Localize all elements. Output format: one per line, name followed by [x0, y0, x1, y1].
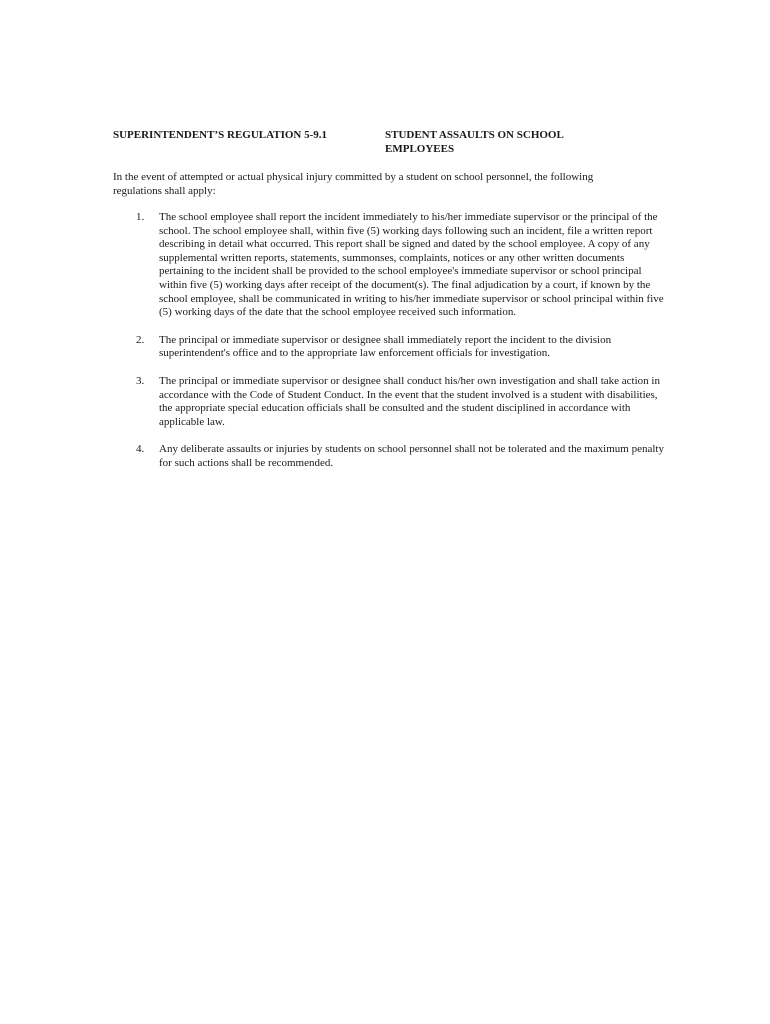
regulation-list	[113, 211, 673, 485]
list-item-text: The principal or immediate supervisor or designee shall immediately report the incident to the division superintendent's office and to the appropriate law enforcement officials for investigation.	[159, 333, 612, 360]
list-item	[113, 375, 673, 429]
list-item	[113, 443, 673, 470]
list-item	[113, 334, 673, 361]
list-item-number: 2.	[136, 333, 145, 346]
list-item-number: 4.	[136, 443, 145, 456]
list-item-number: 1.	[136, 211, 145, 223]
intro-paragraph: In the event of attempted or actual physical injury committed by a student on school personnel, the following regulations shall apply:	[113, 171, 594, 197]
list-item-text: The principal or immediate supervisor or designee shall conduct his/her own investigation and shall take action in accordance with the Code of Student Conduct. In the event that the student involved is a student with disabilities, the appropriate special education officials shall be consulted and the student disciplined in accordance with applicable law.	[159, 374, 660, 428]
regulation-subject: STUDENT ASSAULTS ON SCHOOL EMPLOYEES	[385, 129, 564, 155]
list-item-text: Any deliberate assaults or injuries by students on school personnel shall not be tolerated and the maximum penalty for such actions shall be recommended.	[159, 443, 664, 469]
regulation-number: SUPERINTENDENT’S REGULATION 5-9.1	[113, 129, 328, 141]
list-item-text: The school employee shall report the incident immediately to his/her immediate supervisor or the principal of the school. The school employee shall, within five (5) working days following such an incident, file a written report describing in detail what occurred. This report shall be signed and dated by the school employee. A copy of any supplemental written reports, statements, summonses, complaints, notices or any other written documents pertaining to the incident shall be provided to the school employee's immediate supervisor or school principal within five (5) working days after receipt of the document(s). The final adjudication by a court, if known by the school employee, shall be communicated in writing to his/her immediate supervisor or school principal within five (5) working days of the date that the school employee received such information.	[159, 211, 664, 319]
list-item	[113, 211, 673, 320]
list-item-number: 3.	[136, 374, 145, 387]
